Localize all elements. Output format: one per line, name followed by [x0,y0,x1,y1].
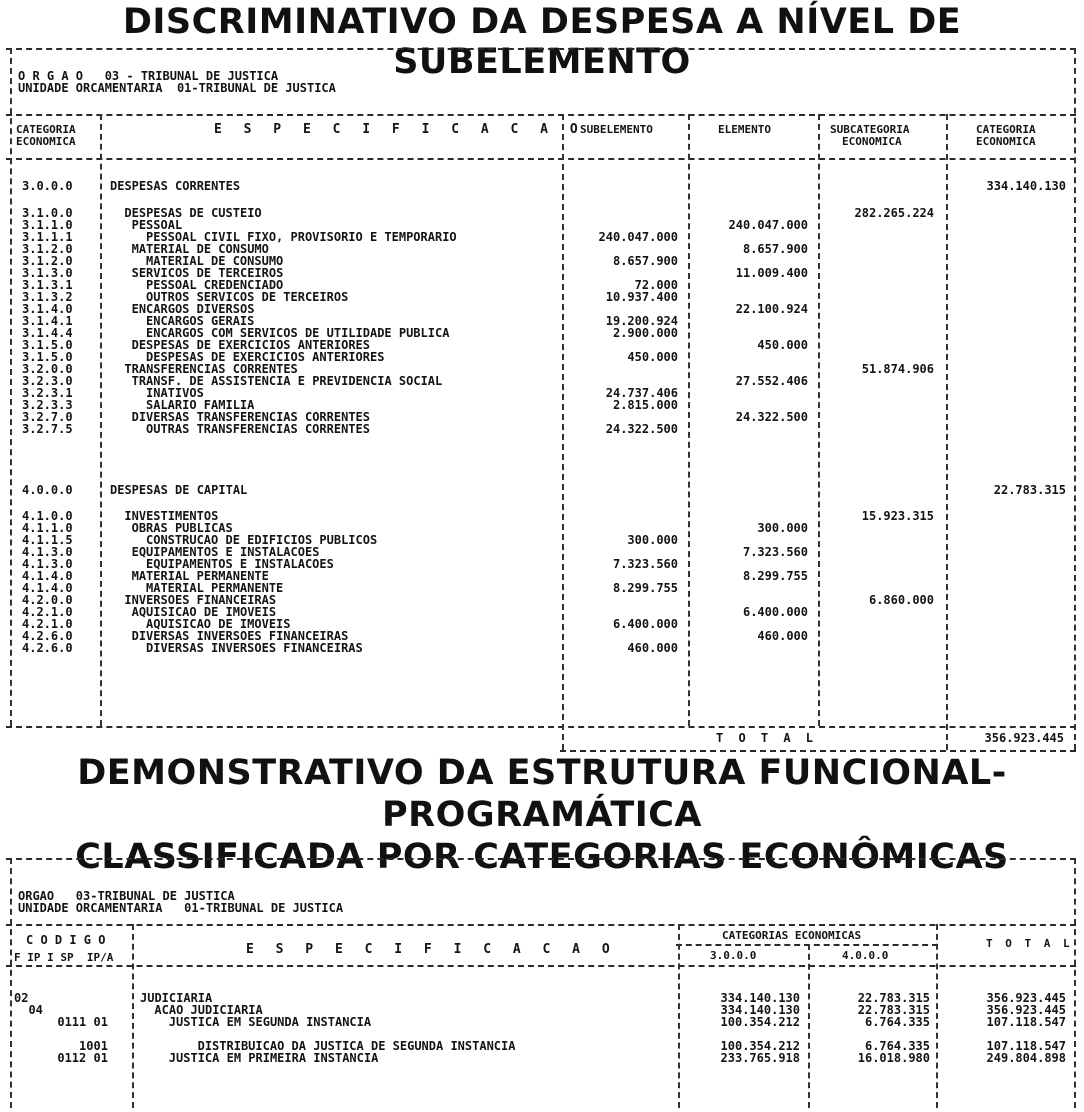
expense-description: DIVERSAS INVERSOES FINANCEIRAS [131,629,349,643]
expense-description: TRANSFERENCIAS CORRENTES [124,362,298,376]
expense-code: 4.2.0.0 [22,593,73,607]
subelemento-value: 19.200.924 [605,314,678,328]
expense-code: 3.1.3.2 [22,290,73,304]
expense-description: DIVERSAS INVERSOES FINANCEIRAS [146,641,363,655]
subelemento-value: 240.047.000 [598,230,678,244]
expense-description: DESPESAS DE CAPITAL [110,483,248,497]
subelemento-value: 450.000 [627,350,678,364]
subcategoria-value: 15.923.315 [861,509,934,523]
expense-code: 3.2.7.0 [22,410,73,424]
expense-row [0,180,1084,192]
expense-description: AQUISICAO DE IMOVEIS [131,605,277,619]
expense-code: 3.1.4.1 [22,314,73,328]
expense-code: 4.1.3.0 [22,545,73,559]
header-cat-3000: 3.0.0.0 [710,949,757,962]
elemento-value: 11.009.400 [735,266,808,280]
expense-description: MATERIAL DE CONSUMO [146,254,284,268]
expense-code: 3.1.2.0 [22,254,73,268]
expense-description: PESSOAL [131,218,183,232]
subcategoria-value: 6.860.000 [868,593,934,607]
program-code: 0111 01 [14,1015,108,1029]
cat-4000-value: 6.764.335 [864,1039,930,1053]
program-row [0,1052,1084,1064]
expense-code: 3.2.3.3 [22,398,73,412]
subelemento-value: 7.323.560 [612,557,678,571]
expense-code: 4.1.4.0 [22,569,73,583]
expense-code: 4.0.0.0 [22,483,73,497]
expense-description: SERVICOS DE TERCEIROS [131,266,284,280]
expense-description: ENCARGOS GERAIS [146,314,255,328]
orgao-label: O R G A O 03 - TRIBUNAL DE JUSTICA [18,69,279,83]
header-subcategoria-2: ECONOMICA [842,135,902,148]
program-description: JUDICIARIA [140,991,213,1005]
cat-3000-value: 100.354.212 [720,1015,800,1029]
expense-code: 3.1.5.0 [22,338,73,352]
elemento-value: 460.000 [757,629,808,643]
expense-code: 4.2.6.0 [22,641,73,655]
header-especificacao: E S P E C I F I C A C A O [214,122,585,137]
subelemento-value: 6.400.000 [612,617,678,631]
header-categoria-col-1: CATEGORIA [976,123,1036,136]
expense-code: 3.2.0.0 [22,362,73,376]
cat-4000-value: 16.018.980 [857,1051,930,1065]
header-categoria-1: CATEGORIA [16,123,76,136]
cat-4000-value: 22.783.315 [857,991,930,1005]
program-total-value: 107.118.547 [986,1039,1066,1053]
expense-code: 3.1.4.4 [22,326,73,340]
expense-code: 3.1.5.0 [22,350,73,364]
expense-code: 3.1.3.0 [22,266,73,280]
expense-description: OUTRAS TRANSFERENCIAS CORRENTES [146,422,370,436]
header-elemento: ELEMENTO [718,123,771,136]
expense-description: ENCARGOS DIVERSOS [131,302,255,316]
section2-top-border [6,858,1076,860]
cat-4000-value: 22.783.315 [857,1003,930,1017]
section1-column-divider [6,158,1076,160]
program-total-value: 356.923.445 [986,991,1066,1005]
expense-description: DESPESAS DE EXERCICIOS ANTERIORES [131,338,371,352]
section2-categorias-divider [676,944,938,946]
subelemento-value: 2.815.000 [612,398,678,412]
expense-description: TRANSF. DE ASSISTENCIA E PREVIDENCIA SOCIAL [131,374,443,388]
unidade2-label: UNIDADE ORCAMENTARIA 01-TRIBUNAL DE JUSTICA [18,901,344,915]
expense-code: 3.2.3.0 [22,374,73,388]
expense-description: PESSOAL CIVIL FIXO, PROVISORIO E TEMPORARIO [146,230,457,244]
program-total-value: 249.804.898 [986,1051,1066,1065]
expense-description: CONSTRUCAO DE EDIFICIOS PUBLICOS [146,533,378,547]
header-especificacao-2: E S P E C I F I C A C A O [246,942,617,957]
expense-description: DESPESAS DE EXERCICIOS ANTERIORES [146,350,385,364]
program-description: DISTRIBUICAO DA JUSTICA DE SEGUNDA INSTANCIA [197,1039,516,1053]
expense-description: PESSOAL CREDENCIADO [146,278,284,292]
expense-description: OUTROS SERVICOS DE TERCEIROS [146,290,349,304]
expense-description: SALARIO FAMILIA [146,398,255,412]
program-code: 04 [14,1003,43,1017]
header-categorias-economicas: CATEGORIAS ECONOMICAS [722,929,862,942]
expense-code: 4.2.1.0 [22,605,73,619]
expense-row [0,484,1084,496]
orgao2-label: ORGAO 03-TRIBUNAL DE JUSTICA [18,889,235,903]
subelemento-value: 300.000 [627,533,678,547]
header-cat-4000: 4.0.0.0 [842,949,889,962]
section2-column-divider [6,965,1076,967]
section1-top-border [6,48,1076,50]
subelemento-value: 24.737.406 [605,386,678,400]
subelemento-value: 10.937.400 [605,290,678,304]
section1-header-divider [6,114,1076,116]
program-description: JUSTICA EM SEGUNDA INSTANCIA [168,1015,372,1029]
categoria-value: 22.783.315 [993,483,1066,497]
program-code: 0112 01 [14,1051,108,1065]
expense-row [0,642,1084,654]
expense-code: 3.1.0.0 [22,206,73,220]
subcategoria-value: 51.874.906 [861,362,934,376]
program-row [0,1016,1084,1028]
elemento-value: 24.322.500 [735,410,808,424]
elemento-value: 8.299.755 [742,569,808,583]
total-label: T O T A L [716,731,818,745]
cat-3000-value: 100.354.212 [720,1039,800,1053]
expense-code: 4.1.1.5 [22,533,73,547]
subelemento-value: 460.000 [627,641,678,655]
expense-code: 4.1.0.0 [22,509,73,523]
program-total-value: 107.118.547 [986,1015,1066,1029]
expense-description: AQUISICAO DE IMOVEIS [146,617,291,631]
expense-code: 3.1.1.0 [22,218,73,232]
cat-3000-value: 334.140.130 [720,1003,800,1017]
expense-code: 4.1.1.0 [22,521,73,535]
header-subcategoria-1: SUBCATEGORIA [830,123,910,136]
expense-description: DESPESAS DE CUSTEIO [124,206,262,220]
expense-code: 3.2.7.5 [22,422,73,436]
program-description: JUSTICA EM PRIMEIRA INSTANCIA [168,1051,379,1065]
expense-description: MATERIAL PERMANENTE [146,581,284,595]
expense-description: MATERIAL PERMANENTE [131,569,269,583]
program-code: 1001 [14,1039,108,1053]
expense-code: 4.1.3.0 [22,557,73,571]
subelemento-value: 72.000 [634,278,678,292]
unidade-label: UNIDADE ORCAMENTARIA 01-TRIBUNAL DE JUSTICA [18,81,336,95]
expense-description: EQUIPAMENTOS E INSTALACOES [131,545,320,559]
expense-description: EQUIPAMENTOS E INSTALACOES [146,557,334,571]
elemento-value: 6.400.000 [742,605,808,619]
expense-code: 3.1.2.0 [22,242,73,256]
expense-code: 3.2.3.1 [22,386,73,400]
header-categoria-col-2: ECONOMICA [976,135,1036,148]
elemento-value: 27.552.406 [735,374,808,388]
section2-left-border [10,858,12,1108]
elemento-value: 450.000 [757,338,808,352]
cat-3000-value: 233.765.918 [720,1051,800,1065]
subelemento-value: 8.299.755 [612,581,678,595]
report-title-2-line-1: DEMONSTRATIVO DA ESTRUTURA FUNCIONAL-PROGRAMÁTICA [77,753,1007,835]
report-title: DISCRIMINATIVO DA DESPESA A NÍVEL DE SUBELEMENTO [122,2,962,82]
cat-4000-value: 6.764.335 [864,1015,930,1029]
section2-right-border [1074,858,1076,1108]
subelemento-value: 24.322.500 [605,422,678,436]
section1-bottom-border [6,726,1076,728]
expense-description: MATERIAL DE CONSUMO [131,242,269,256]
header-codigo: C O D I G O [26,933,106,947]
expense-code: 3.0.0.0 [22,179,73,193]
expense-code: 4.2.6.0 [22,629,73,643]
expense-description: DIVERSAS TRANSFERENCIAS CORRENTES [131,410,371,424]
expense-description: INATIVOS [146,386,204,400]
expense-description: DESPESAS CORRENTES [110,179,241,193]
categoria-value: 334.140.130 [986,179,1066,193]
header-categoria-2: ECONOMICA [16,135,76,148]
header-codigo-sub: F IP I SP IP/A [14,951,114,964]
program-total-value: 356.923.445 [986,1003,1066,1017]
expense-description: OBRAS PUBLICAS [131,521,233,535]
expense-code: 3.1.1.1 [22,230,73,244]
elemento-value: 300.000 [757,521,808,535]
elemento-value: 8.657.900 [742,242,808,256]
expense-code: 3.1.3.1 [22,278,73,292]
header-total: T O T A L [986,937,1073,950]
elemento-value: 7.323.560 [742,545,808,559]
total-value: 356.923.445 [984,731,1064,745]
expense-description: ENCARGOS COM SERVICOS DE UTILIDADE PUBLICA [146,326,450,340]
program-code: 02 [14,991,29,1005]
subelemento-value: 8.657.900 [612,254,678,268]
section2-header-divider [6,924,1076,926]
report-title-2-line-2: CLASSIFICADA POR CATEGORIAS ECONÔMICAS [75,837,1009,877]
expense-description: INVESTIMENTOS [124,509,219,523]
elemento-value: 22.100.924 [735,302,808,316]
program-description: ACAO JUDICIARIA [154,1003,263,1017]
expense-code: 3.1.4.0 [22,302,73,316]
subcategoria-value: 282.265.224 [854,206,934,220]
expense-description: INVERSOES FINANCEIRAS [124,593,277,607]
expense-row [0,423,1084,435]
cat-3000-value: 334.140.130 [720,991,800,1005]
elemento-value: 240.047.000 [728,218,808,232]
expense-code: 4.1.4.0 [22,581,73,595]
subelemento-value: 2.900.000 [612,326,678,340]
header-subelemento: SUBELEMENTO [580,123,653,136]
expense-code: 4.2.1.0 [22,617,73,631]
